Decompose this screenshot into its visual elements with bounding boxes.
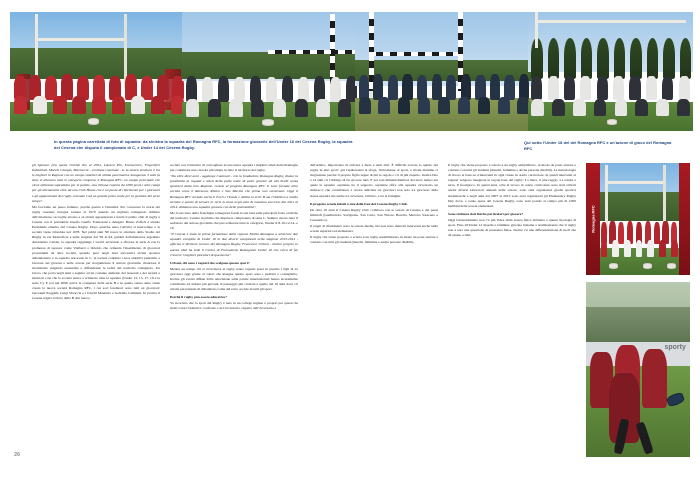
article-subheading: Sono richieste doti fisiche particolari per giocare? xyxy=(448,211,524,216)
cesena-serie-c-team-photo xyxy=(355,12,533,131)
romagna-rfc-team-photo xyxy=(10,12,188,131)
article-paragraph: gli Sponsor (tra questi Orieldi Jbo al 2004, Lamera Più, Euroservice, Frigoriferi Industriali, Marchi Giorgio, Marzocchi - continua Caminati - se la nostra struttura è tra le migliori in Regione con un campo sintetico di ultima generazione inaugurato 3 anni fa dove si allenano tutte le categorie compreso il Romagna RFC, un campo principale che viene utilizzato soprattutto per le partite, una tribuna coperta da 1000 posti e altri campi per gli allenamenti oltre ad una Club House che è un punto di riferimento per i giocatori e gli appassionati del rugby cesenate e ad un grande prato verde per la gestione del terzo tempo". xyxy=(32,163,160,203)
romagna-match-action-photo: sporty xyxy=(586,282,690,457)
article-paragraph: Oggi fortunatamente non c'è più l'idea della stazza fisica abbinata a questa tipologia di sport. Fino all'Under 12 maschi e femmine giocano insieme a testimonianza che il rugby non è solo una questione di prestanza fisica. Inoltre c'è una differenziazione di ruoli che dà spazio a tutti. xyxy=(448,217,576,238)
article-column-2 xyxy=(170,163,298,313)
article-paragraph: Il target di riferimento sono le scuole medie, ma non sono mancati interventi anche nelle scuole superiori ed elementari. xyxy=(310,224,438,234)
article-paragraph: dell'arbitro, importanza di arrivare a meta e tanti altri. È difficile trovare lo spirito del rugby in altri sport: qui l'esuberanza si sfoga, l'intromesse al sport, e molte mamme ci ringraziano perché il proprio figlio segue di più le regole o c'è di più rispetto. Inoltre fino a 14 anni c'è l'obbligo di far giocare tutti. E poi non dimentichiamoci del terzo tempo nel quale la squadra ospitante ha il supporto ospitante offre alla squadra avversaria un rinfresco; che contribuisce a creare amicizia tra giocatori non solo tra giocatori della stessa squadra ma anche tra avversari, l'arbitro, e tra le famiglie. xyxy=(310,163,438,198)
article-subheading: Perché il rugby può essere educativo? xyxy=(170,295,227,300)
article-paragraph: "Il Cesena è stata la prima formazione della regione Emilia Romagna a schierare due squadre complete di Under 16 in due diversi campionati nella stagione 2013-2014 - afferma il direttore tecnico del Romagna Rugby, Francesco Urbani - Inoltre proprio in questa città ha sede il Centro di Formazione Romagnolo Under 16 che cerca di far crescere i migliori giocatori di questa età". xyxy=(170,232,298,257)
cesena-under14-team-photo xyxy=(528,12,693,131)
article-paragraph: "Da oltre dieci anni - aggiunge Caminati - con la fondazione Romagna Rugby, diamo la possibilità ai ragazzi e atleti della palla ovale di poter giocare ad alti livelli senza spostarsi dalla loro Regione. Grazie al progetto Romagna RFC si sono formate altre società come il Ravenna, Rimini e San Marino che prima non esistevano. Oggi il Romagna RFC include anche il Forlì e l'Imola e militta in serie B ma l'obiettivo a medio termine è quello di tornare in serie A come negli anni di massimo successo dal 2011 al 2014. Abbiamo una squadra giovane con delle potenzialità". xyxy=(170,174,298,209)
romagna-under18-team-photo xyxy=(586,163,690,275)
article-paragraph: Ma facciamo un passo indietro, perché questa è l'attualità. Per conoscere la storia del rugby cesenate bisogna tornare al 1970 quando un rugbista romagnolo militare dell'aviazione, raccoglie attorno a sé alcuni appassionati e fonda il primo club di rugby a Cesena con il presidente Guelfo Guelfo Tremosani e delegato Bruno Zoffoli è attuale Presidente emerito del Cesena Rugby. Dopo qualche anno l'attività si interrompe e la società viene rifondata nel 1978. Nel primi anni '90 nasce la struttura dello Stadio del Rugby in via Montefiore e nelle stagioni dal '92 al 94, guidati dall'allenatore argentino Alessandro Canale, la squadra raggiunge i vertici arrivando a sfiorare la serie A con la promessa di sponsor come Vialberti o Orieldo che cementa l'inserimento di giocatori provenienti da altre società, quando però negli anni successivi alcuni sponsor abbandonano e la squadra retrocede in C, la società continua i suoi obiettivi puntando a lavorare sul giovani e nelle scuole per riorganizzare il settore giovanile, rilanciare il movimento esigendo essenziale e diffondendo le radici del territorio romagnolo. Un lavoro che porta negli anni a seguire ad un costante aumento dei tesserati e dei tecnici e istruttori così che la società riesce a schierare tutte le squadre (Under 13, 15, 17, 19 e la serie C). E poi nel 2006 arriva la conquista della serie B e in quello stesso anno viene creata la nuova società Romagna RFC, i cui soci fondatori sono tutti ex giocatori: Giovanni Poggiali, Luigi Sbraccia e i fratelli Maurizio e Gabriele Caminati. In pratica il Cesena regala il titolo della B alla nuova xyxy=(32,204,160,301)
left-photo-caption: In questa pagina carrellata di foto di squadra: da sinistra la squadra del Romagna RFC, la formazione giovanile dell'Under 16 del Cesena Rugby, la squadra del Cesena che disputa il campionato di C, e Under 14 del Cesena Rugby. xyxy=(54,139,353,151)
page-number: 26 xyxy=(14,452,21,458)
article-paragraph: Da oltre 10 anni il Cesena Rugby Club collabora con le scuole di Cesena e dei paesi limitrofi (Gambettola, Savignano, San Carlo, San Vittore, Borello, Mercato Saraceno e Cesenatico). xyxy=(310,207,438,222)
club-banner: Romagna RFC xyxy=(586,163,600,275)
top-photo-strip xyxy=(0,0,700,131)
article-column-1 xyxy=(32,163,160,303)
article-subheading: Urbani, chi sono i ragazzi che scelgono questo sport? xyxy=(170,260,250,265)
cesena-under16-team-photo xyxy=(182,12,377,131)
article-column-3 xyxy=(310,163,438,246)
article-paragraph: Il rugby che viene proposto a scuola è un rugby semplificato, in modo da poter entrare a contatto con tutti gli studenti (maschi, femmine e anche persone disabili). La metodologia di lavoro si basa su 4 interventi in ogni classe in orario curricolare, in questi interventi ai ragazzi vengono insegnate le regole base del rugby: La meta, il placcaggio, La tenuta a terra, Il fuorigioco. In questi anni, oltre al lavoro in orario curricolare sono stati attivati anche diversi laboratori annuali nelle scuole, sono stati organizzati giochi sportivi studenteschi e negli anni dal 2007 al 2013 sono stati organizzati gli Elementary Rugby Day dove, a totale spesa del Cesena Rugby, sono stati portati al campo più di 1000 bambini delle scuole elementari. xyxy=(448,163,576,208)
article-paragraph: società con l'obiettivo di convogliare in una unica squadra i migliori atleti della Romagna per continuare una crescita più ampia in tutto il territorio del rugby. xyxy=(170,163,298,173)
article-paragraph: Il rugby che viene proposto a scuola è un rugby sensibilizzato, in modo da poter entrare a contatto con tutti gli studenti (maschi, femmine e anche persone disabili). xyxy=(310,235,438,245)
article-paragraph: Va ricordato che lo sport del Rugby è nato in un college inglese e proprio per questo ha molti valori formativi: confronto con l'avversario, rispetto dell'avversario e xyxy=(170,301,298,311)
article-paragraph: Mentre un tempo chi si avvicinava al rugby erano ragazzi presi in prestito i figli di ex giocatori oggi grazie al valori che insegna questo sport sono i pediatri a consigliarlo. Inoltre gli eventi diffusi dalla televisione sulle partite internazionali hanno sicuramente contribuito ad attirare più giovani. Il passaggio più cruciale è quello dei 16 anni dove c'è un'alta percentuale di abbandono come del resto accade in tutti gli sport. xyxy=(170,266,298,292)
article-paragraph: Ma il successo della franchigia romagnola fonda le sue basi sulle principali forze ovaliche del territorio. Cesena in primis che disputa il campionato di serie C. Sempre curare tutto il serbatoio del settore giovanile che può schierare tutte le categorie, l'under 6-8-10-12-14- e 16. xyxy=(170,210,298,231)
article-column-4 xyxy=(448,163,576,239)
article-subheading: Il progetto scuole infatti è una delle basi del Cesena Rugby Club. xyxy=(310,201,408,206)
right-photo-caption: Qui sotto l'Under 18 del del Romagna RFC e un'azione di gioco del Romagna RFC xyxy=(524,140,672,152)
